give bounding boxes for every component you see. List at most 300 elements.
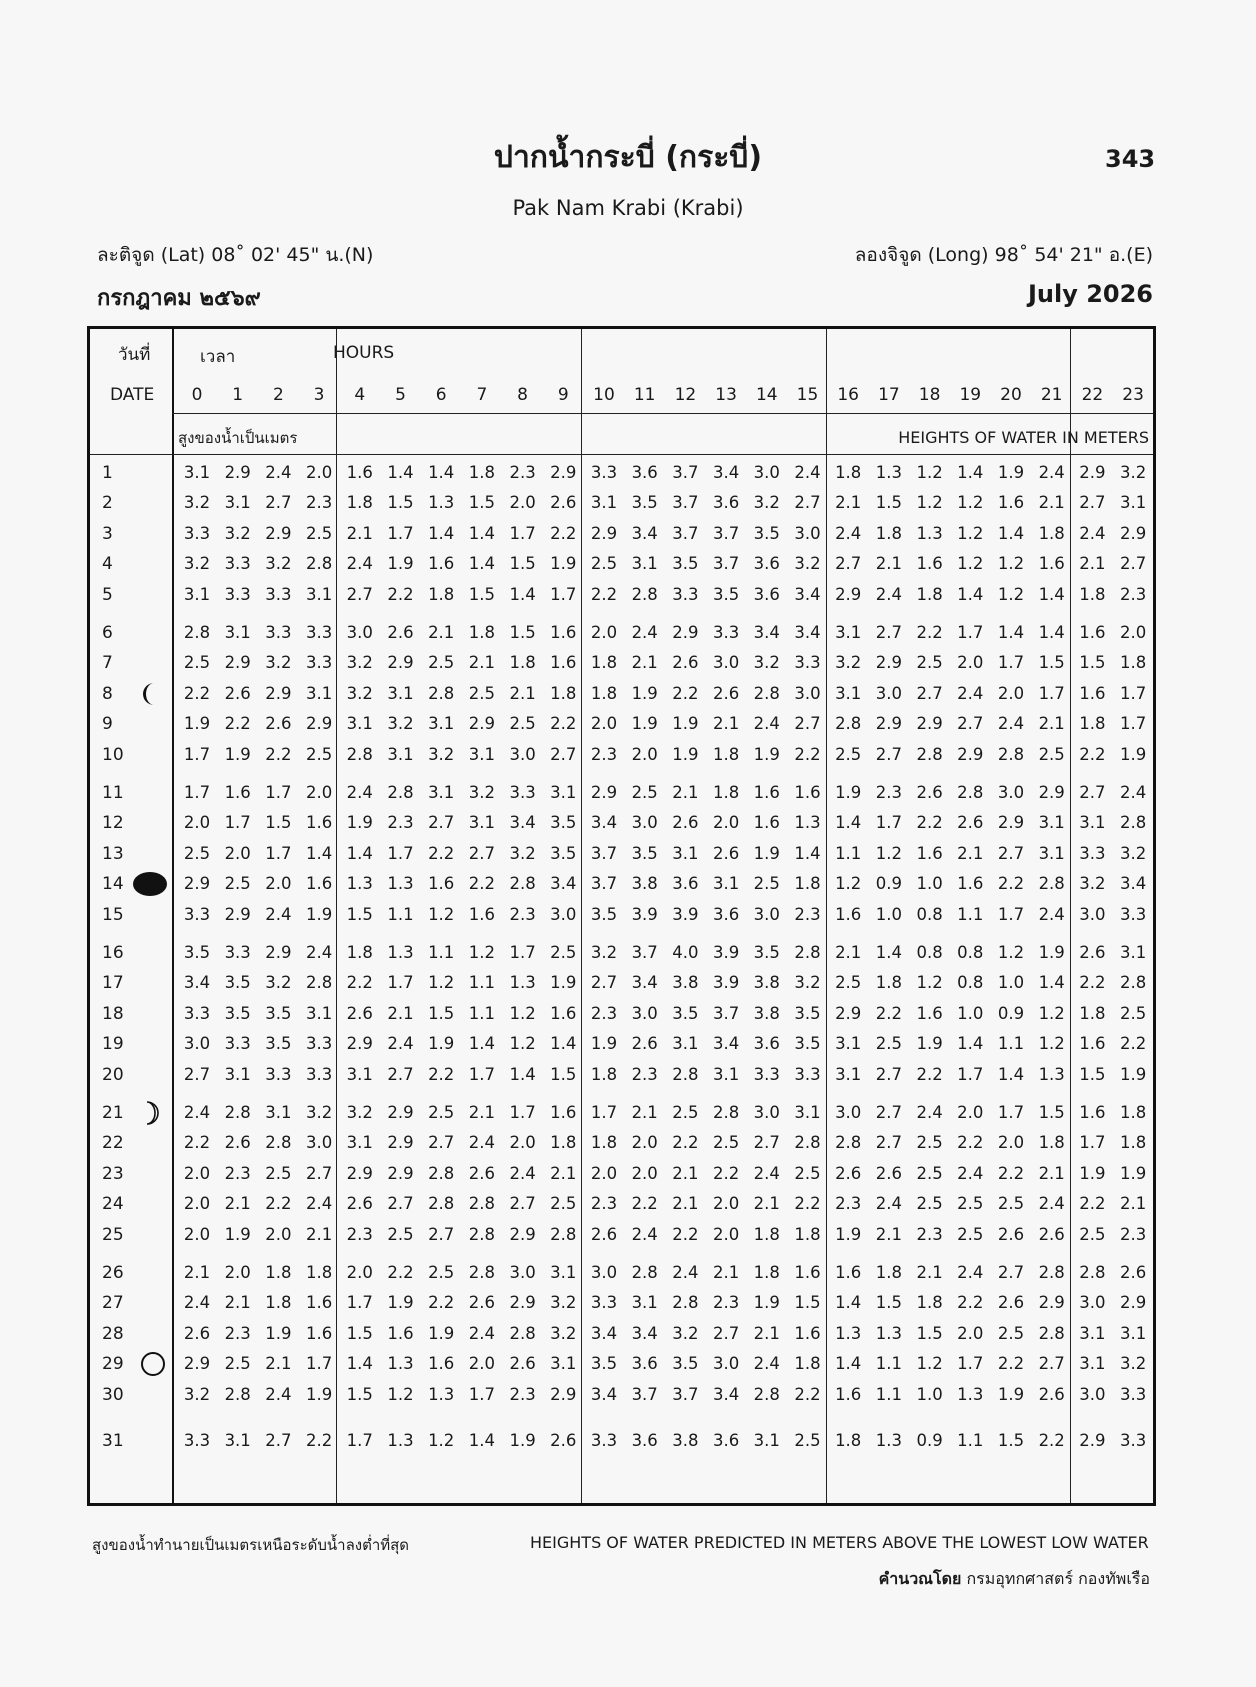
height-cell: 2.9 [224,463,251,482]
height-cell: 2.2 [997,874,1025,894]
height-cell: 2.2 [712,1163,740,1183]
height-cell: 3.4 [183,973,211,993]
height-cell: 1.0 [997,973,1025,993]
height-cell: 2.5 [428,1263,455,1282]
height-cell: 1.7 [346,1293,373,1313]
height-cell: 2.9 [183,874,211,894]
height-cell: 2.8 [1079,1263,1106,1282]
height-cell: 2.4 [875,584,903,604]
height-cell: 2.9 [1079,1431,1106,1450]
height-cell: 3.6 [672,874,699,894]
height-cell: 1.9 [305,904,333,924]
height-cell: 3.3 [183,1431,211,1450]
height-cell: 1.9 [346,813,373,833]
height-cell: 3.4 [794,623,821,642]
height-cell: 1.9 [224,744,251,764]
height-cell: 2.1 [428,623,455,642]
height-cell: 2.9 [265,683,292,703]
height-cell: 2.1 [305,1224,333,1244]
height-cell: 3.1 [631,1293,658,1313]
height-cell: 2.8 [712,1103,740,1122]
height-cell: 2.4 [1119,783,1147,802]
hour-label: 13 [715,385,737,405]
height-cell: 2.4 [794,463,821,482]
height-cell: 0.8 [916,943,943,962]
height-cell: 2.9 [916,714,943,734]
height-cell: 2.1 [753,1323,780,1343]
height-cell: 2.6 [957,813,984,833]
height-cell: 3.6 [631,463,658,482]
height-cell: 2.6 [1119,1263,1147,1282]
height-cell: 1.4 [835,1293,862,1313]
height-cell: 3.2 [183,1384,211,1404]
height-cell: 3.4 [631,523,658,543]
height-cell: 2.8 [631,1263,658,1282]
hour-label: 1 [232,385,244,405]
height-cell: 2.5 [916,1133,943,1153]
height-cell: 2.8 [346,744,373,764]
height-cell: 2.8 [1038,1263,1065,1282]
height-cell: 2.6 [631,1034,658,1054]
height-cell: 2.9 [875,653,903,673]
height-cell: 1.1 [997,1034,1025,1054]
column-divider [581,329,582,1503]
date-number: 12 [102,813,124,834]
height-cell: 3.4 [712,1034,740,1054]
height-cell: 2.1 [468,653,496,673]
height-cell: 2.0 [712,1194,740,1214]
height-cell: 3.5 [550,813,577,833]
height-cell: 2.1 [509,683,536,703]
height-cell: 1.7 [468,1384,496,1404]
height-cell: 2.9 [835,584,862,604]
height-cell: 2.1 [875,554,903,574]
height-cell: 2.9 [997,813,1025,833]
height-cell: 1.8 [712,744,740,764]
height-cell: 2.1 [1038,493,1065,513]
height-cell: 2.4 [835,523,862,543]
height-cell: 2.9 [509,1224,536,1244]
height-cell: 0.9 [875,874,903,894]
height-cell: 2.5 [672,1103,699,1122]
height-cell: 1.8 [753,1263,780,1282]
table-row [90,585,1153,615]
height-cell: 2.2 [468,874,496,894]
height-cell: 2.6 [224,1133,251,1153]
height-cell: 1.2 [468,943,496,962]
height-cell: 1.8 [1119,1133,1147,1153]
height-cell: 3.4 [753,623,780,642]
height-cell: 1.9 [428,1034,455,1054]
height-cell: 3.2 [753,653,780,673]
height-cell: 3.5 [265,1034,292,1054]
height-cell: 1.7 [1079,1133,1106,1153]
height-cell: 2.2 [428,1064,455,1084]
height-cell: 1.8 [1119,653,1147,673]
height-cell: 1.8 [346,943,373,962]
height-cell: 1.6 [835,1384,862,1404]
height-cell: 1.8 [1119,1103,1147,1122]
height-cell: 2.9 [265,943,292,962]
hour-label: 16 [837,385,859,405]
height-cell: 3.3 [305,1064,333,1084]
height-cell: 3.0 [794,523,821,543]
height-cell: 1.4 [957,1034,984,1054]
height-cell: 3.1 [428,714,455,734]
height-cell: 3.3 [1119,904,1147,924]
height-cell: 1.2 [957,523,984,543]
height-cell: 3.5 [672,1354,699,1374]
table-row [90,1133,1153,1163]
height-cell: 3.2 [550,1323,577,1343]
credit [879,1567,1150,1592]
height-cell: 2.2 [550,714,577,734]
month-english: July 2026 [1027,280,1153,308]
height-cell: 3.0 [1079,1293,1106,1313]
height-cell: 1.9 [550,973,577,993]
height-cell: 2.0 [957,1323,984,1343]
height-cell: 2.1 [387,1003,414,1023]
height-cell: 1.3 [387,943,414,962]
height-cell: 2.4 [265,904,292,924]
height-cell: 1.5 [346,1384,373,1404]
longitude: ลองจิจูด (Long) 98˚ 54' 21" อ.(E) [854,244,1153,266]
table-row [90,1263,1153,1293]
height-cell: 2.0 [183,813,211,833]
height-cell: 2.1 [550,1163,577,1183]
height-cell: 1.7 [957,1354,984,1374]
height-cell: 3.1 [672,1034,699,1054]
height-cell: 1.5 [387,493,414,513]
height-cell: 2.9 [305,714,333,734]
time-header-thai: เวลา [200,347,236,367]
height-cell: 2.7 [997,843,1025,863]
height-cell: 1.9 [835,783,862,802]
height-cell: 2.8 [835,1133,862,1153]
height-cell: 3.1 [468,744,496,764]
height-cell: 2.6 [346,1194,373,1214]
height-cell: 1.6 [550,623,577,642]
height-cell: 2.1 [468,1103,496,1122]
height-cell: 1.3 [875,1431,903,1450]
height-cell: 3.1 [1079,1354,1106,1374]
height-cell: 2.8 [468,1224,496,1244]
height-cell: 3.4 [550,874,577,894]
height-cell: 2.7 [305,1163,333,1183]
hour-label: 12 [674,385,697,405]
height-cell: 2.5 [305,744,333,764]
date-number: 11 [102,783,124,803]
height-cell: 1.3 [387,874,414,894]
table-row [90,783,1153,813]
table-row [90,813,1153,843]
height-cell: 3.1 [224,1064,251,1084]
height-cell: 3.5 [672,554,699,574]
height-cell: 1.9 [753,1293,780,1313]
height-cell: 2.3 [509,463,536,482]
height-cell: 2.3 [794,904,821,924]
height-cell: 3.1 [428,783,455,802]
height-cell: 2.1 [835,493,862,513]
height-cell: 3.1 [753,1431,780,1450]
height-cell: 2.5 [957,1194,984,1214]
height-cell: 3.1 [1079,1323,1106,1343]
height-cell: 1.2 [916,973,943,993]
height-cell: 2.1 [265,1354,292,1374]
height-cell: 1.6 [753,783,780,802]
height-cell: 3.1 [183,463,211,482]
height-cell: 2.7 [428,1224,455,1244]
month-thai: กรกฎาคม ๒๕๖๙ [97,286,261,311]
height-cell: 2.3 [509,904,536,924]
table-row [90,1103,1153,1133]
height-cell: 2.0 [631,744,658,764]
height-cell: 1.6 [997,493,1025,513]
height-cell: 2.7 [265,493,292,513]
height-cell: 1.6 [305,1323,333,1343]
height-cell: 1.9 [997,463,1025,482]
height-cell: 3.5 [794,1003,821,1023]
height-cell: 2.1 [631,653,658,673]
height-cell: 3.3 [183,523,211,543]
height-cell: 2.9 [672,623,699,642]
footer-note-english: HEIGHTS OF WATER PREDICTED IN METERS ABOVE THE LOWEST LOW WATER [530,1533,1149,1552]
height-cell: 2.5 [916,1163,943,1183]
height-cell: 2.2 [590,584,618,604]
height-cell: 1.9 [1119,1064,1147,1084]
height-cell: 3.0 [183,1034,211,1054]
height-cell: 2.5 [835,973,862,993]
height-cell: 1.1 [875,1384,903,1404]
height-cell: 3.0 [590,1263,618,1282]
height-cell: 1.4 [1038,973,1065,993]
height-cell: 2.1 [1038,1163,1065,1183]
height-cell: 2.2 [265,1194,292,1214]
height-cell: 1.7 [387,973,414,993]
height-cell: 1.8 [1079,1003,1106,1023]
height-cell: 3.0 [794,683,821,703]
height-cell: 2.8 [957,783,984,802]
height-cell: 2.5 [224,1354,251,1374]
height-cell: 2.2 [1119,1034,1147,1054]
height-cell: 2.8 [550,1224,577,1244]
heights-header-english: HEIGHTS OF WATER IN METERS [898,428,1149,447]
height-cell: 2.4 [1038,463,1065,482]
height-cell: 1.4 [346,843,373,863]
height-cell: 2.7 [957,714,984,734]
height-cell: 2.8 [631,584,658,604]
height-cell: 3.2 [509,843,536,863]
height-cell: 2.0 [224,1263,251,1282]
height-cell: 2.4 [305,1194,333,1214]
height-cell: 2.7 [712,1323,740,1343]
height-cell: 2.4 [1038,1194,1065,1214]
hour-label: 0 [191,385,203,405]
date-number: 24 [102,1194,124,1215]
height-cell: 3.5 [265,1003,292,1023]
date-number: 22 [102,1133,124,1154]
height-cell: 3.1 [590,493,618,513]
height-cell: 2.0 [468,1354,496,1374]
height-cell: 1.8 [550,683,577,703]
height-cell: 3.4 [590,1384,618,1404]
height-cell: 2.7 [875,744,903,764]
height-cell: 2.3 [835,1194,862,1214]
height-cell: 2.3 [1119,584,1147,604]
height-cell: 2.6 [875,1163,903,1183]
height-cell: 1.4 [875,943,903,962]
height-cell: 1.4 [550,1034,577,1054]
hour-label: 8 [517,385,528,405]
date-number: 30 [102,1384,124,1405]
height-cell: 1.7 [509,1103,536,1122]
height-cell: 1.6 [305,874,333,894]
height-cell: 2.7 [835,554,862,574]
height-cell: 2.6 [672,813,699,833]
height-cell: 3.4 [590,1323,618,1343]
height-cell: 3.4 [712,1384,740,1404]
height-cell: 2.1 [753,1194,780,1214]
height-cell: 1.8 [916,584,943,604]
table-row [90,1065,1153,1095]
height-cell: 3.3 [224,1034,251,1054]
height-cell: 1.9 [672,744,699,764]
hour-label: 4 [354,385,366,405]
height-cell: 2.2 [428,843,455,863]
height-cell: 2.9 [1038,1293,1065,1313]
height-cell: 2.9 [387,653,414,673]
height-cell: 1.9 [672,714,699,734]
height-cell: 3.6 [712,493,740,513]
height-cell: 1.6 [957,874,984,894]
height-cell: 2.8 [753,683,780,703]
height-cell: 2.1 [672,783,699,802]
height-cell: 1.8 [590,1133,618,1153]
height-cell: 1.9 [1038,943,1065,962]
height-cell: 2.5 [712,1133,740,1153]
height-cell: 3.2 [550,1293,577,1313]
height-cell: 2.4 [1038,904,1065,924]
height-cell: 2.0 [590,1163,618,1183]
height-cell: 2.1 [916,1263,943,1282]
height-cell: 1.4 [794,843,821,863]
height-cell: 1.5 [509,623,536,642]
height-cell: 3.2 [265,973,292,993]
height-cell: 2.2 [875,1003,903,1023]
height-cell: 3.5 [753,523,780,543]
height-cell: 2.9 [590,523,618,543]
height-cell: 3.8 [631,874,658,894]
height-cell: 3.1 [1119,493,1147,513]
height-cell: 3.7 [672,463,699,482]
height-cell: 1.9 [916,1034,943,1054]
height-cell: 1.5 [875,493,903,513]
height-cell: 2.3 [875,783,903,802]
height-cell: 3.5 [183,943,211,962]
height-cell: 1.4 [305,843,333,863]
latitude: ละติจูด (Lat) 08˚ 02' 45" น.(N) [97,244,374,266]
height-cell: 1.2 [1038,1003,1065,1023]
height-cell: 2.5 [1079,1224,1106,1244]
height-cell: 2.6 [997,1224,1025,1244]
hour-label: 20 [1000,385,1022,405]
height-cell: 3.2 [346,1103,373,1122]
height-cell: 1.6 [550,1003,577,1023]
height-cell: 2.3 [590,1003,618,1023]
height-cell: 2.9 [550,1384,577,1404]
height-cell: 2.5 [997,1323,1025,1343]
height-cell: 1.6 [224,783,251,802]
height-cell: 1.5 [875,1293,903,1313]
height-cell: 2.2 [672,683,699,703]
height-cell: 2.7 [875,1064,903,1084]
height-cell: 1.7 [1119,683,1147,703]
height-cell: 3.0 [712,1354,740,1374]
height-cell: 2.4 [468,1133,496,1153]
footer-note-thai: สูงของน้ำทำนายเป็นเมตรเหนือระดับน้ำลงต่ำที่สุด [92,1536,410,1554]
height-cell: 2.1 [1079,554,1106,574]
height-cell: 1.1 [957,1431,984,1450]
height-cell: 0.9 [916,1431,943,1450]
height-cell: 2.3 [387,813,414,833]
height-cell: 2.5 [428,653,455,673]
height-cell: 2.3 [224,1323,251,1343]
height-cell: 1.4 [509,1064,536,1084]
height-cell: 3.5 [794,1034,821,1054]
table-row [90,554,1153,584]
height-cell: 2.7 [753,1133,780,1153]
height-cell: 1.5 [346,904,373,924]
height-cell: 1.5 [1038,1103,1065,1122]
height-cell: 3.4 [509,813,536,833]
height-cell: 2.4 [183,1293,211,1313]
height-cell: 2.8 [1119,813,1147,833]
height-cell: 2.8 [509,874,536,894]
height-cell: 1.3 [794,813,821,833]
height-cell: 1.2 [387,1384,414,1404]
height-cell: 2.9 [265,523,292,543]
height-cell: 2.4 [346,783,373,802]
height-cell: 3.0 [712,653,740,673]
height-cell: 2.6 [1038,1384,1065,1404]
height-cell: 1.6 [305,813,333,833]
height-cell: 3.2 [305,1103,333,1122]
height-cell: 2.7 [509,1194,536,1214]
height-cell: 2.9 [468,714,496,734]
height-cell: 2.0 [631,1133,658,1153]
height-cell: 3.2 [346,653,373,673]
date-number: 21 [102,1103,124,1123]
height-cell: 2.2 [346,973,373,993]
height-cell: 1.8 [468,623,496,642]
hour-label: 5 [395,385,406,405]
height-cell: 2.9 [957,744,984,764]
date-number: 6 [102,623,113,643]
height-cell: 3.2 [265,653,292,673]
date-number: 28 [102,1323,124,1344]
height-cell: 1.6 [1038,554,1065,574]
height-cell: 2.7 [1119,554,1147,574]
height-cell: 1.3 [875,1323,903,1343]
table-row [90,1194,1153,1224]
height-cell: 1.3 [346,874,373,894]
height-cell: 2.1 [224,1293,251,1313]
height-cell: 2.7 [265,1431,292,1450]
table-row [90,1225,1153,1255]
height-cell: 3.3 [1119,1431,1147,1450]
height-cell: 2.5 [305,523,333,543]
height-cell: 3.1 [712,874,740,894]
